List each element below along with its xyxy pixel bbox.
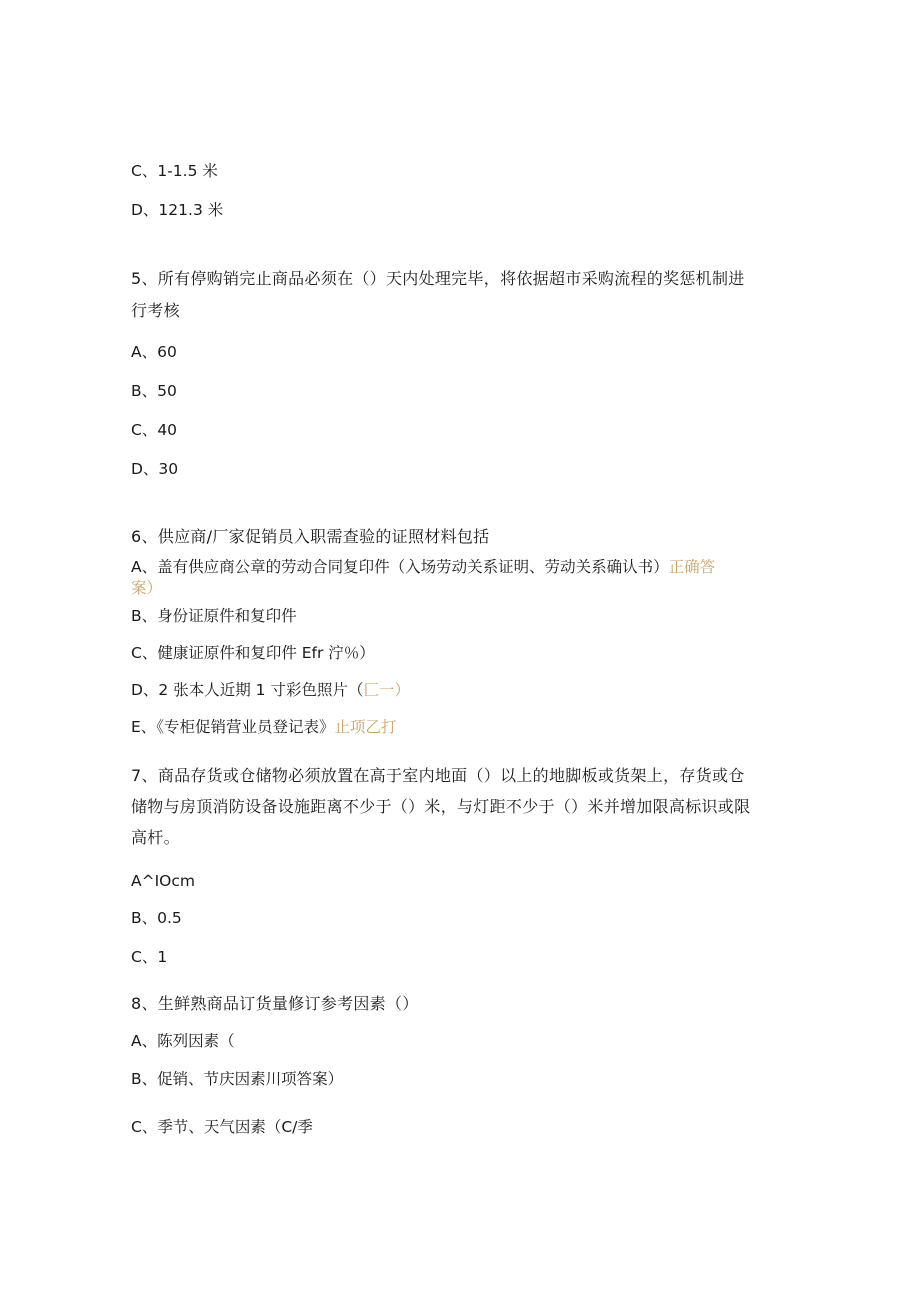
q7-option-c: C、1	[131, 948, 168, 966]
q6-option-a-note-cont: 案）	[131, 579, 163, 597]
q5-option-b: B、50	[131, 382, 177, 400]
q6-option-d	[131, 680, 410, 700]
q6-option-a-note: 正确答	[668, 558, 716, 576]
q6-option-d-text: D、2 张本人近期 1 寸彩色照片（	[131, 681, 364, 699]
q8-stem: 8、生鲜熟商品订货量修订参考因素（）	[131, 994, 419, 1013]
q5-option-c: C、40	[131, 421, 178, 439]
q7-stem-line3: 高杆。	[131, 828, 180, 847]
q5-option-a: A、60	[131, 343, 177, 361]
q6-option-a-text: A、盖有供应商公章的劳动合同复印件（入场劳动关系证明、劳动关系确认书）	[131, 558, 669, 576]
q5-stem-line2: 行考核	[131, 301, 180, 320]
q4-option-d: D、121.3 米	[131, 201, 224, 219]
q5-stem-line1: 5、所有停购销完止商品必须在（）天内处理完毕，将依据超市采购流程的奖惩机制进	[131, 269, 745, 288]
q6-option-e-text: E、《专柜促销营业员登记表》	[131, 718, 335, 736]
q8-option-c: C、季节、天气因素（C/季	[131, 1118, 313, 1136]
q6-option-c: C、健康证原件和复印件 Efr 泞％）	[131, 644, 375, 662]
q4-option-c: C、1-1.5 米	[131, 162, 218, 180]
q7-stem-line2: 储物与房顶消防设备设施距离不少于（）米，与灯距不少于（）米并增加限高标识或限	[131, 797, 751, 816]
q6-option-a	[131, 557, 715, 577]
q7-option-a: A^IOcm	[131, 872, 195, 890]
q8-option-b: B、促销、节庆因素川项答案）	[131, 1070, 344, 1088]
q6-option-e	[131, 717, 397, 737]
q5-option-d: D、30	[131, 460, 179, 478]
q6-option-d-note: 匚一）	[363, 681, 410, 699]
q6-stem: 6、供应商/厂家促销员入职需查验的证照材料包括	[131, 527, 490, 546]
q6-option-e-note: 止项乙打	[334, 718, 397, 736]
q7-option-b: B、0.5	[131, 909, 182, 927]
q8-option-a: A、陈列因素（	[131, 1032, 235, 1050]
q7-stem-line1: 7、商品存货或仓储物必须放置在高于室内地面（）以上的地脚板或货架上，存货或仓	[131, 766, 745, 785]
q6-option-b: B、身份证原件和复印件	[131, 607, 297, 625]
